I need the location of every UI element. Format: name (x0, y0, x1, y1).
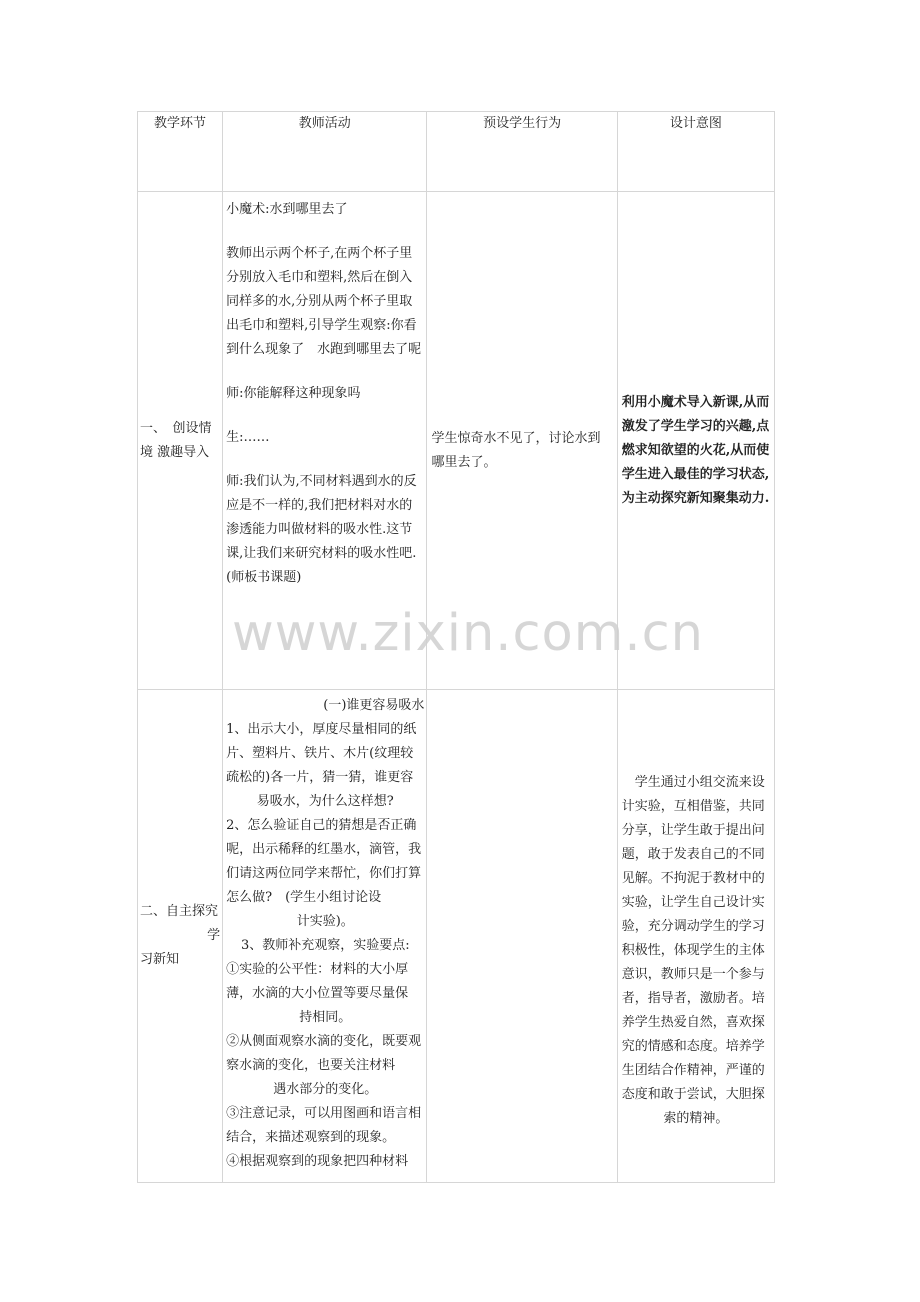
teacher-text: 2、怎么验证自己的猜想是否正确呢，出示稀释的红墨水，滴管，我们请这两位同学来帮忙，你们打算怎么做? (学生小组讨论设 (226, 818, 422, 905)
stage-label-line3: 习新知 (140, 952, 180, 967)
watermark: www.zixin.com.cn (232, 604, 704, 663)
header-row (138, 112, 775, 192)
teacher-text: 遇水部分的变化。 (273, 1082, 378, 1097)
student-behavior-cell (427, 690, 617, 1183)
teacher-text: 教师出示两个杯子,在两个杯子里分别放入毛巾和塑料,然后在倒入同样多的水,分别从两个杯子里取出毛巾和塑料,引导学生观察:你看到什么现象了 水跑到哪里去了呢 (226, 246, 422, 357)
teacher-text: ③注意记录，可以用图画和语言相结合，来描述观察到的现象。 (226, 1106, 422, 1145)
teacher-text: 1、出示大小，厚度尽量相同的纸片、塑料片、铁片、木片(纹理较疏松的)各一片，猜一猜，谁更容 (226, 722, 417, 785)
teacher-text: 师:我们认为,不同材料遇到水的反应是不一样的,我们把材料对水的渗透能力叫做材料的吸水性.这节课,让我们来研究材料的吸水性吧.(师板书课题) (226, 474, 417, 585)
header-teacher-activity: 教师活动 (223, 112, 427, 192)
stage-label-line1: 二、自主探究 (140, 904, 219, 919)
stage-label-line2: 学 (207, 928, 221, 943)
teacher-text: 师:你能解释这种现象吗 (226, 386, 361, 401)
teacher-text: 生:…… (226, 430, 270, 445)
lesson-plan-table (137, 111, 775, 1183)
table-row (138, 192, 775, 690)
table-row (138, 690, 775, 1183)
stage-cell (138, 192, 223, 690)
teacher-text: ④根据观察到的现象把四种材料 (226, 1154, 409, 1169)
student-behavior-cell: 学生惊奇水不见了，讨论水到哪里去了。 (427, 192, 617, 690)
teacher-text: ①实验的公平性：材料的大小厚薄，水滴的大小位置等要尽量保 (226, 962, 409, 1001)
section-heading: (一)谁更容易吸水 (323, 698, 425, 713)
teacher-text: 易吸水，为什么这样想? (256, 794, 394, 809)
teacher-text: 小魔术:水到哪里去了 (226, 202, 348, 217)
teacher-activity-cell (223, 192, 427, 690)
teacher-text: 3、教师补充观察，实验要点: (240, 938, 410, 953)
teacher-text: 持相同。 (299, 1010, 352, 1025)
stage-label-line1: 一、 创设情 (140, 420, 212, 436)
design-intent-cell (617, 690, 774, 1183)
teacher-text: 计实验)。 (296, 914, 354, 929)
header-stage: 教学环节 (138, 112, 223, 192)
teacher-text: ②从侧面观察水滴的变化，既要观察水滴的变化，也要关注材料 (226, 1034, 422, 1073)
stage-cell (138, 690, 223, 1183)
design-intent-cell: 利用小魔术导入新课,从而激发了学生学习的兴趣,点燃求知欲望的火花,从而使学生进入最佳的学习状态,为主动探究新知聚集动力. (617, 192, 774, 690)
design-intent-text: 学生通过小组交流来设计实验，互相借鉴，共同分享，让学生敢于提出问题，敢于发表自己的不同见解。不拘泥于教材中的实验，让学生自己设计实验，充分调动学生的学习积极性，体现学生的主体意识，教师只是一个参与者，指导者，激励者。培养学生热爱自然，喜欢探究的情感和态度。培养学生团结合作精神，严谨的态度和敢于尝试，大胆探 (621, 775, 765, 1102)
stage-label-line2: 境 激趣导入 (140, 444, 210, 460)
header-student-behavior: 预设学生行为 (427, 112, 617, 192)
design-intent-text: 索的精神。 (663, 1111, 729, 1126)
header-design-intent: 设计意图 (617, 112, 774, 192)
teacher-activity-cell (223, 690, 427, 1183)
